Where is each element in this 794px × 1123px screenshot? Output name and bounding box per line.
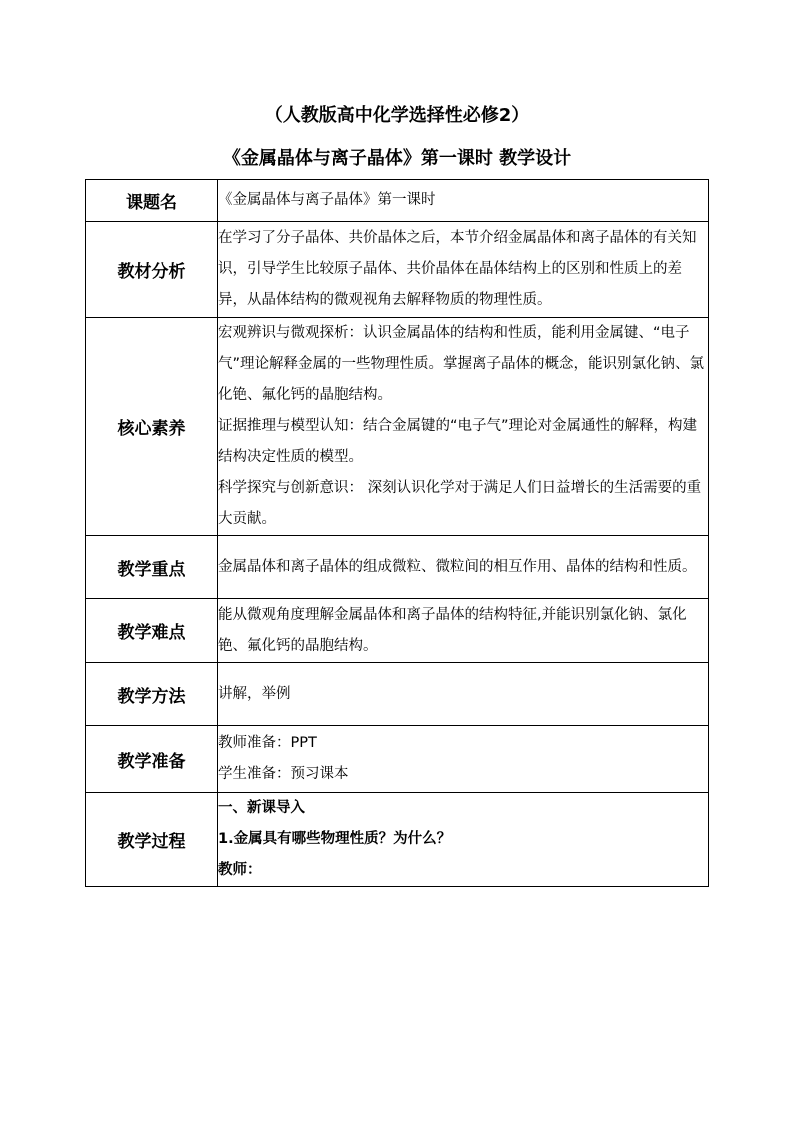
row-label-core-literacy: 核心素养: [86, 318, 218, 536]
table-row-topic: [86, 180, 709, 222]
row-content-process: [218, 793, 709, 887]
row-label-process: 教学过程: [86, 793, 218, 887]
table-row-textbook-analysis: [86, 222, 709, 318]
row-label-key-points: 教学重点: [86, 536, 218, 599]
row-content-difficulties: [218, 599, 709, 663]
row-content-textbook-analysis: [218, 222, 709, 318]
table-row-methods: [86, 663, 709, 726]
process-question: 1.金属具有哪些物理性质？为什么？: [218, 831, 452, 847]
row-label-methods: 教学方法: [86, 663, 218, 726]
topic-text: 《金属晶体与离子晶体》第一课时: [218, 192, 436, 208]
row-label-difficulties: 教学难点: [86, 599, 218, 663]
document-title: 《金属晶体与离子晶体》第一课时 教学设计: [222, 148, 572, 169]
table-row-key-points: [86, 536, 709, 599]
key-points-text: 金属晶体和离子晶体的组成微粒、微粒间的相互作用、晶体的结构和性质。: [218, 558, 697, 575]
process-speaker: 教师：: [218, 862, 262, 878]
core-literacy-paragraph: 科学探究与创新意识： 深刻认识化学对于满足人们日益增长的生活需要的重大贡献。: [218, 480, 702, 527]
table-row-process: [86, 793, 709, 887]
teacher-preparation-text: 教师准备：PPT: [218, 735, 317, 751]
row-content-topic: [218, 180, 709, 222]
row-content-core-literacy: [218, 318, 709, 536]
core-literacy-paragraph: 证据推理与模型认知：结合金属键的“电子气”理论对金属通性的解释，构建结构决定性质的模型。: [218, 418, 698, 465]
row-content-preparation: [218, 726, 709, 793]
row-label-topic: 课题名: [86, 180, 218, 222]
table-row-core-literacy: [86, 318, 709, 536]
row-label-preparation: 教学准备: [86, 726, 218, 793]
row-content-methods: [218, 663, 709, 726]
table-row-difficulties: [86, 599, 709, 663]
difficulties-text: 能从微观角度理解金属晶体和离子晶体的结构特征,并能识别氯化钠、氯化铯、氟化钙的晶胞结构。: [218, 606, 687, 654]
row-content-key-points: [218, 536, 709, 599]
row-label-textbook-analysis: 教材分析: [86, 222, 218, 318]
student-preparation-text: 学生准备：预习课本: [218, 766, 349, 782]
methods-text: 讲解，举例: [218, 685, 291, 702]
table-row-preparation: [86, 726, 709, 793]
textbook-analysis-text: 在学习了分子晶体、共价晶体之后，本节介绍金属晶体和离子晶体的有关知识，引导学生比较原子晶体、共价晶体在晶体结构上的区别和性质上的差异，从晶体结构的微观视角去解释物质的物理性质。: [218, 230, 697, 308]
core-literacy-paragraph: 宏观辨识与微观探析：认识金属晶体的结构和性质，能利用金属键、“电子气”理论解释金属的一些物理性质。掌握离子晶体的概念，能识别氯化钠、氯化铯、氟化钙的晶胞结构。: [218, 325, 705, 403]
process-section-heading: 一、新课导入: [218, 800, 305, 816]
lesson-plan-table: [85, 179, 709, 887]
document-subtitle: （人教版高中化学选择性必修2）: [264, 105, 530, 126]
